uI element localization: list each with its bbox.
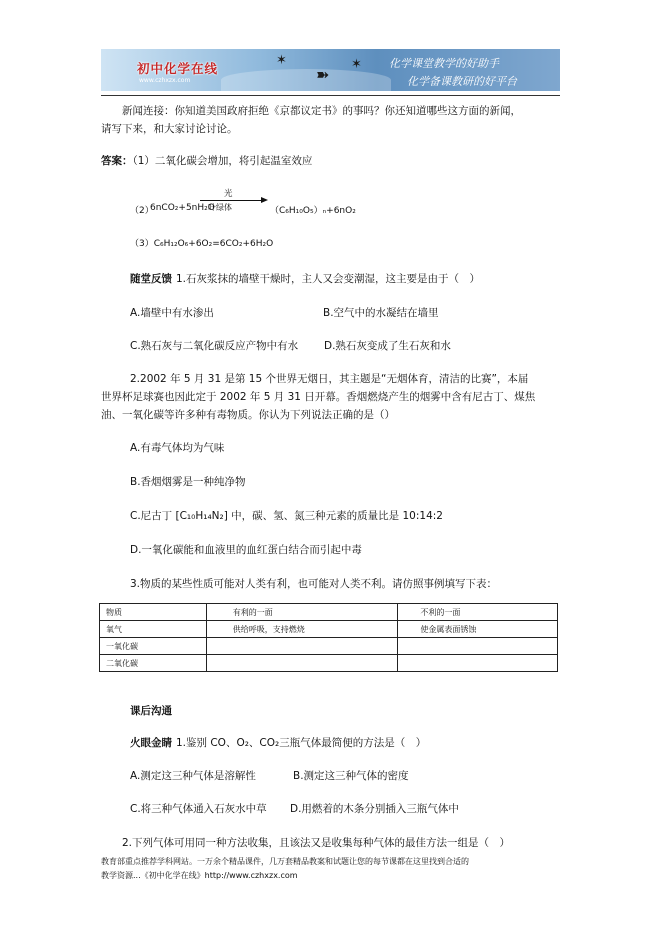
answer-item-3: （3）C₆H₁₂O₆+6O₂=6CO₂+6H₂O xyxy=(130,239,274,249)
quiz1-option-b: B.空气中的水凝结在墙里 xyxy=(323,307,439,319)
table-cell: 二氧化碳 xyxy=(100,655,207,672)
table-row xyxy=(100,621,558,638)
after-label: 火眼金睛 xyxy=(130,737,172,749)
banner-slogan-1: 化学课堂教学的好助手 xyxy=(389,57,499,70)
footer-line-2 xyxy=(101,870,298,881)
table-row xyxy=(100,638,558,655)
site-logo-url: www.czhxzx.com xyxy=(139,77,191,84)
quiz1-option-c: C.熟石灰与二氧化碳反应产物中有水 xyxy=(130,340,299,352)
table-cell[interactable] xyxy=(206,655,398,672)
table-cell: 供给呼吸，支持燃烧 xyxy=(206,621,398,638)
properties-table xyxy=(99,603,558,672)
after-class-heading: 课后沟通 xyxy=(130,705,172,717)
footer-text: 教学资源...《初中化学在线》 xyxy=(101,871,205,880)
reaction-condition-chlorophyll: 叶绿体 xyxy=(208,203,232,212)
reaction-condition-light: 光 xyxy=(224,189,233,199)
table-cell[interactable] xyxy=(206,638,398,655)
quiz2-line-3: 油、一氧化碳等许多种有毒物质。你认为下列说法正确的是（） xyxy=(101,409,395,421)
quiz2-option-b: B.香烟烟雾是一种纯净物 xyxy=(130,476,246,488)
table-cell[interactable] xyxy=(398,655,558,672)
quiz2-line-1: 2.2002 年 5 月 31 是第 15 个世界无烟日，其主题是“无烟体育，清洁的比赛”，本届 xyxy=(130,373,529,385)
footer-line-1: 教育部重点推荐学科网站。一万余个精品课件，几万套精品教案和试题让您的每节课都在这里找到合适的 xyxy=(101,857,469,866)
table-cell: 一氧化碳 xyxy=(100,638,207,655)
site-logo-text: 初中化学在线 xyxy=(137,61,219,76)
table-header-cell: 物质 xyxy=(100,604,207,621)
header-banner xyxy=(101,49,560,91)
table-cell: 氧气 xyxy=(100,621,207,638)
answer-item-2-reactants: 6nCO₂+5nH₂O xyxy=(150,203,215,213)
after-question-2: 2.下列气体可用同一种方法收集，且该法又是收集每种气体的最佳方法一组是（ ） xyxy=(122,837,511,849)
banner-wave-decoration xyxy=(221,69,391,91)
header-rule xyxy=(101,95,560,96)
after-option-a: A.测定这三种气体是溶解性 xyxy=(130,770,256,782)
after-option-b: B.测定这三种气体的密度 xyxy=(293,770,409,782)
answer-label: 答案： xyxy=(101,155,133,167)
table-header-row xyxy=(100,604,558,621)
leaping-dolphin-icon: ➽ xyxy=(316,65,330,84)
flying-bird-icon: ✶ xyxy=(276,53,287,68)
banner-slogan-2: 化学备课教研的好平台 xyxy=(407,75,517,88)
quiz2-line-2: 世界杯足球赛也因此定于 2002 年 5 月 31 日开幕。香烟燃烧产生的烟雾中含有尼古丁、煤焦 xyxy=(101,391,536,403)
quiz3-question: 3.物质的某些性质可能对人类有利，也可能对人类不利。请仿照事例填写下表： xyxy=(130,578,498,590)
quiz2-option-a: A.有毒气体均为气味 xyxy=(130,442,225,454)
news-line-2: 请写下来，和大家讨论讨论。 xyxy=(101,123,238,135)
table-row xyxy=(100,655,558,672)
answer-item-2-number: （2） xyxy=(130,206,154,216)
flying-bird-icon: ✶ xyxy=(351,57,362,72)
quiz1-option-a: A.墙壁中有水渗出 xyxy=(130,307,214,319)
quiz1-question-line xyxy=(130,271,480,286)
quiz1-label: 随堂反馈 xyxy=(130,273,172,285)
news-line-1: 新闻连接：你知道美国政府拒绝《京都议定书》的事吗？你还知道哪些这方面的新闻， xyxy=(122,105,521,117)
table-cell: 使金属表面锈蚀 xyxy=(398,621,558,638)
answer-item-2-products: （C₆H₁₀O₅）ₙ+6nO₂ xyxy=(270,206,356,216)
table-header-cell: 有利的一面 xyxy=(206,604,398,621)
reaction-arrow xyxy=(200,200,262,201)
table-header-cell: 不利的一面 xyxy=(398,604,558,621)
after-question-1: 1.鉴别 CO、O₂、CO₂三瓶气体最简便的方法是（ ） xyxy=(176,737,427,749)
answer-line-1 xyxy=(101,153,312,168)
after-question-line xyxy=(130,735,426,750)
quiz2-option-d: D.一氧化碳能和血液里的血红蛋白结合而引起中毒 xyxy=(130,544,362,556)
footer-link[interactable]: http://www.czhxzx.com xyxy=(204,871,298,880)
table-cell[interactable] xyxy=(398,638,558,655)
quiz1-option-d: D.熟石灰变成了生石灰和水 xyxy=(324,340,451,352)
quiz1-question: 1.石灰浆抹的墙壁干燥时，主人又会变潮湿，这主要是由于（ ） xyxy=(176,273,481,285)
answer-item-1: （1）二氧化碳会增加，将引起温室效应 xyxy=(132,155,313,167)
quiz2-option-c: C.尼古丁 [C₁₀H₁₄N₂] 中，碳、氢、氮三种元素的质量比是 10:14:2 xyxy=(130,510,443,522)
after-option-c: C.将三种气体通入石灰水中草 xyxy=(130,803,267,815)
after-option-d: D.用燃着的木条分别插入三瓶气体中 xyxy=(290,803,459,815)
